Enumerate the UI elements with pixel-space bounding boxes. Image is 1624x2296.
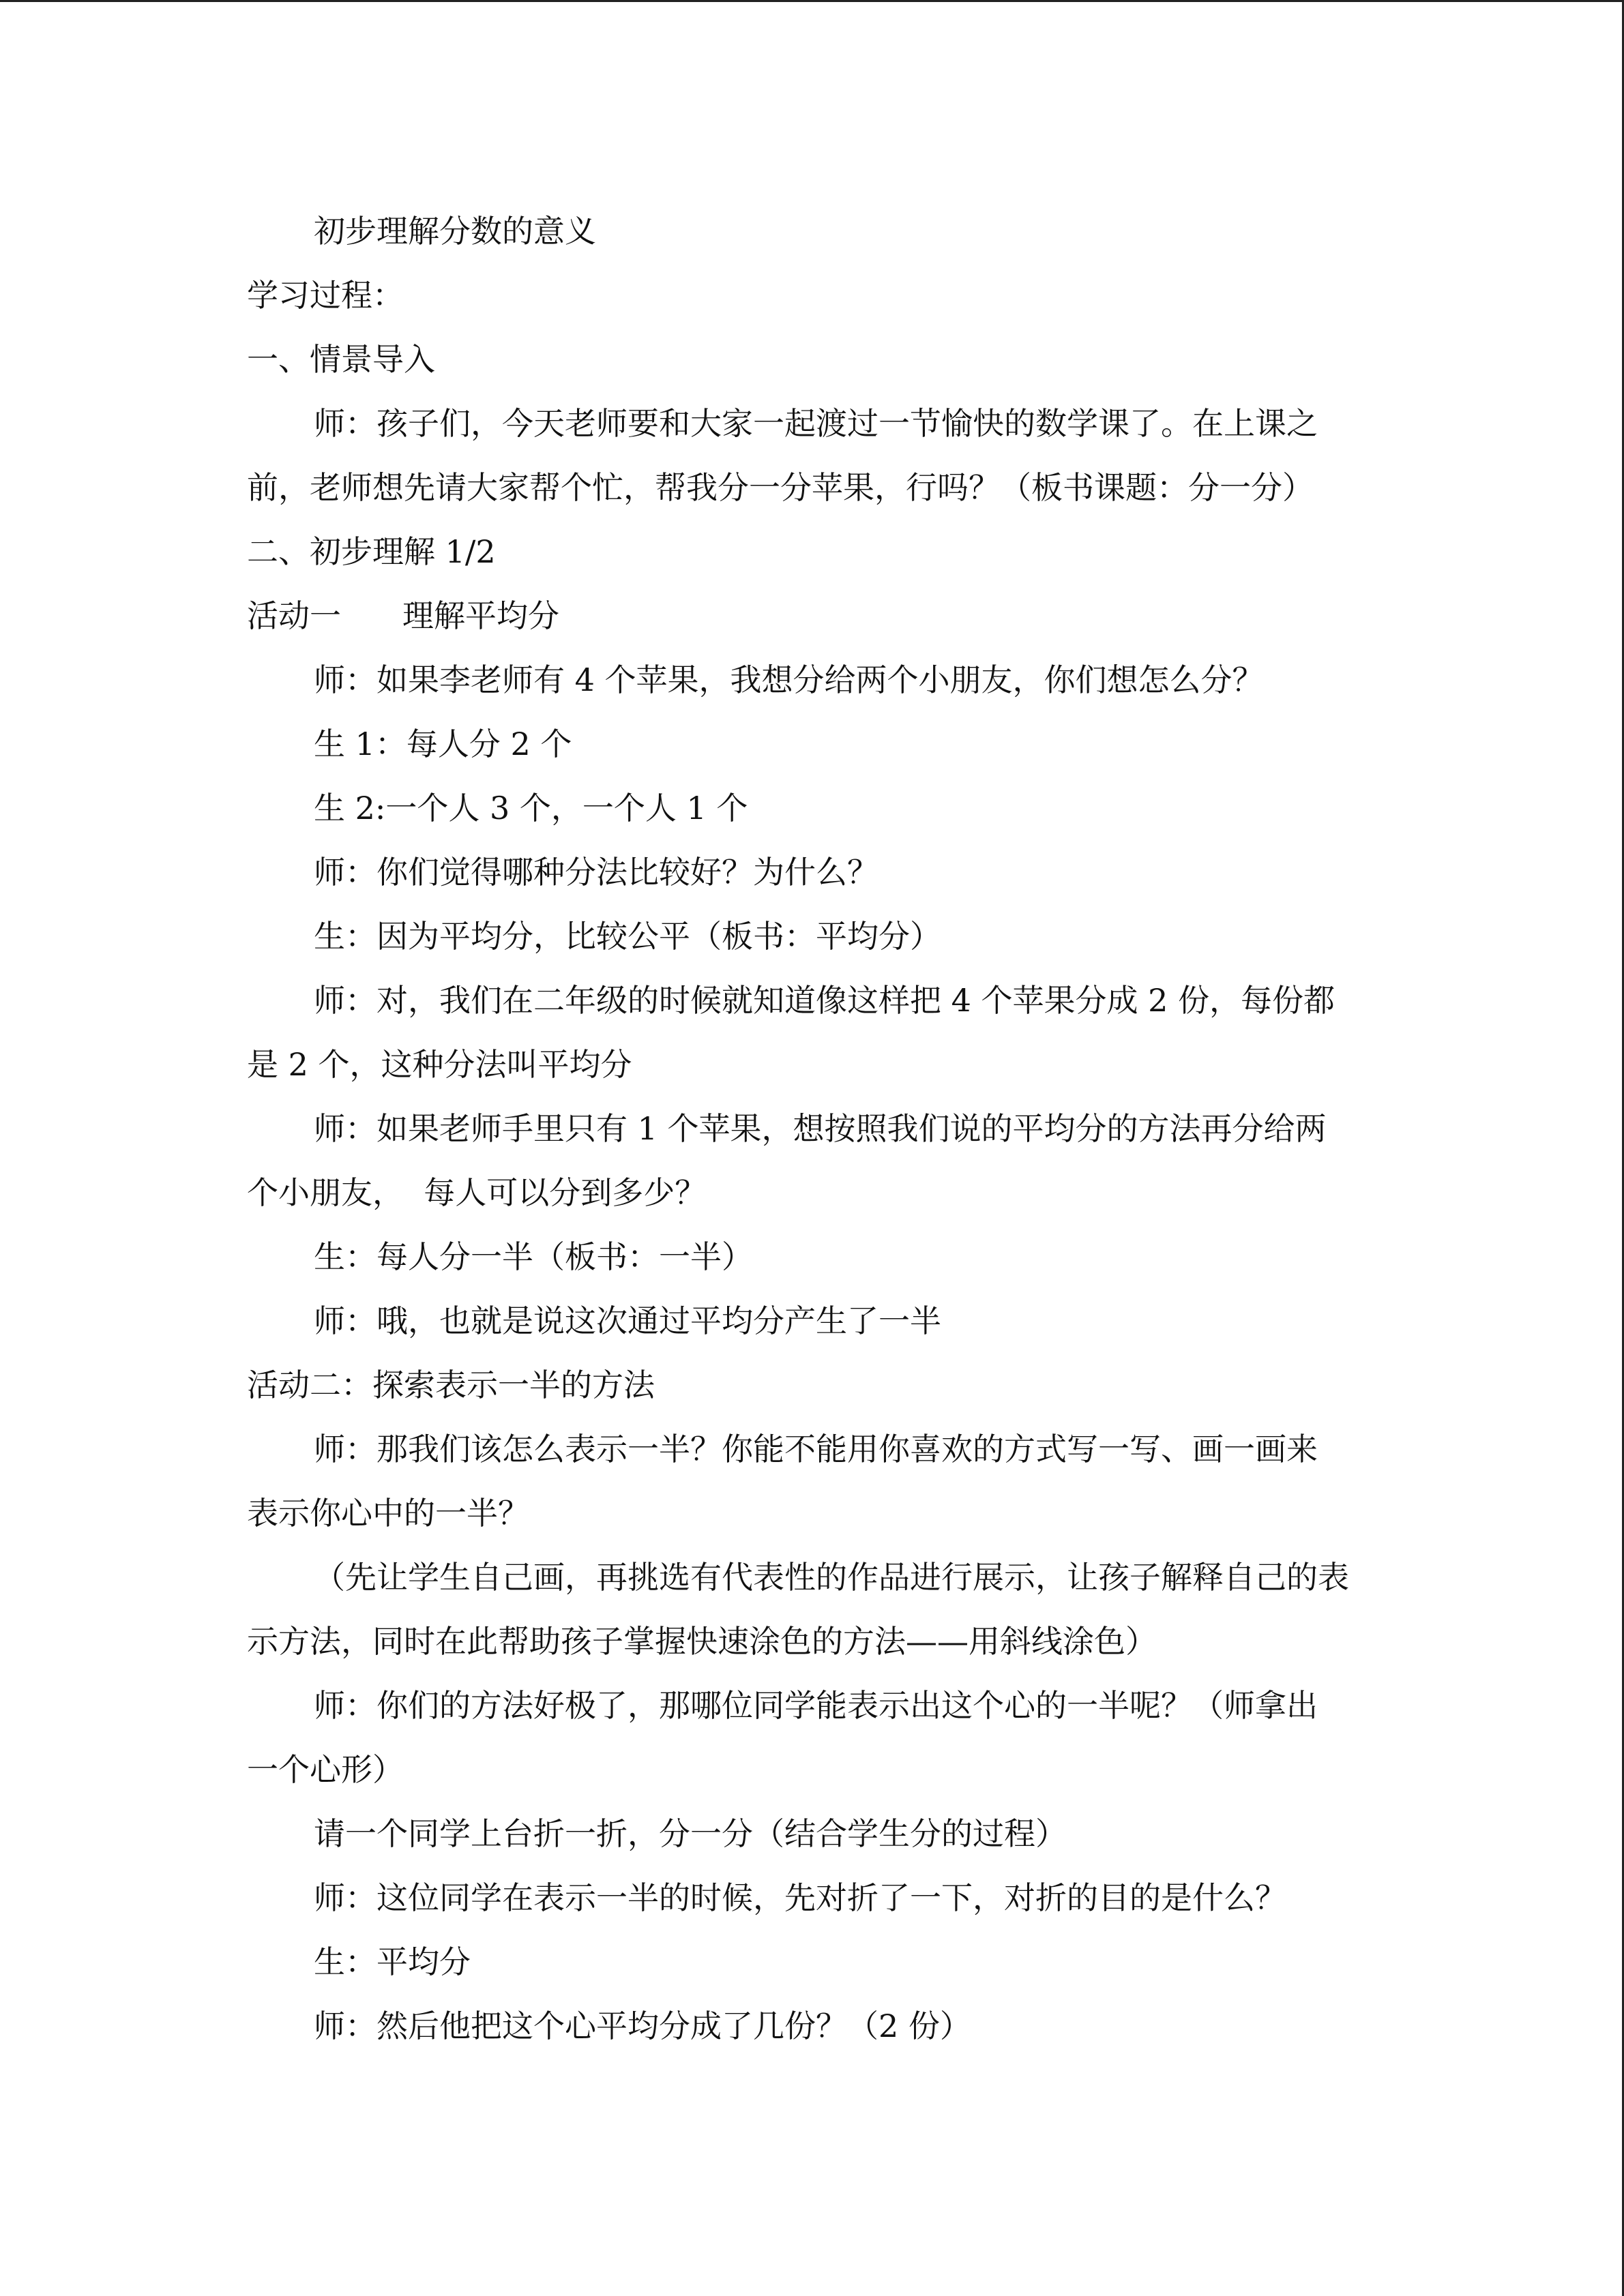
activity-2-heading: 活动二：探索表示一半的方法	[247, 1367, 655, 1403]
dialogue-line: 师：然后他把这个心平均分成了几份？（2 份）	[314, 2008, 971, 2044]
activity-1-heading	[247, 584, 1379, 648]
dialogue-line: 请一个同学上台折一折，分一分（结合学生分的过程）	[314, 1815, 1067, 1852]
dialogue-line: 师：如果李老师有 4 个苹果，我想分给两个小朋友，你们想怎么分？	[314, 661, 1264, 698]
dialogue-line: 师：哦，也就是说这次通过平均分产生了一半	[314, 1302, 941, 1339]
teaching-note: （先让学生自己画，再挑选有代表性的作品进行展示，让孩子解释自己的表	[314, 1559, 1349, 1596]
dialogue-line: 是 2 个，这种分法叫平均分	[247, 1046, 632, 1083]
dialogue-line: 生：每人分一半（板书：一半）	[314, 1238, 753, 1275]
activity-1-title: 理解平均分	[402, 597, 559, 634]
dialogue-line: 生：因为平均分，比较公平（板书：平均分）	[314, 918, 941, 955]
dialogue-line: 师：这位同学在表示一半的时候，先对折了一下，对折的目的是什么？	[314, 1879, 1286, 1916]
dialogue-line: 表示你心中的一半？	[247, 1495, 529, 1532]
document-title: 初步理解分数的意义	[314, 213, 596, 250]
paragraph-line: 前，老师想先请大家帮个忙，帮我分一分苹果，行吗？（板书课题：分一分）	[247, 469, 1314, 506]
paragraph-line: 师：孩子们，今天老师要和大家一起渡过一节愉快的数学课了。在上课之	[314, 405, 1318, 442]
dialogue-line: 师：你们的方法好极了，那哪位同学能表示出这个心的一半呢？（师拿出	[314, 1687, 1318, 1724]
section-heading-2: 二、初步理解 1/2	[247, 533, 496, 570]
process-heading: 学习过程：	[247, 277, 404, 314]
document-body	[247, 199, 1379, 2058]
teaching-note: 示方法，同时在此帮助孩子掌握快速涂色的方法——用斜线涂色）	[247, 1623, 1157, 1660]
dialogue-line: 生 2:一个人 3 个，一个人 1 个	[314, 790, 748, 826]
section-heading-1: 一、情景导入	[247, 341, 435, 378]
activity-1-label: 活动一	[247, 597, 341, 634]
dialogue-line: 生：平均分	[314, 1943, 471, 1980]
dialogue-line: 个小朋友， 每人可以分到多少？	[247, 1174, 707, 1211]
dialogue-line: 师：对，我们在二年级的时候就知道像这样把 4 个苹果分成 2 份，每份都	[314, 982, 1335, 1019]
dialogue-line: 师：那我们该怎么表示一半？你能不能用你喜欢的方式写一写、画一画来	[314, 1431, 1318, 1467]
dialogue-line: 一个心形）	[247, 1751, 404, 1788]
dialogue-line: 师：你们觉得哪种分法比较好？为什么？	[314, 854, 879, 891]
dialogue-line: 生 1：每人分 2 个	[314, 726, 572, 762]
dialogue-line: 师：如果老师手里只有 1 个苹果，想按照我们说的平均分的方法再分给两	[314, 1110, 1327, 1147]
